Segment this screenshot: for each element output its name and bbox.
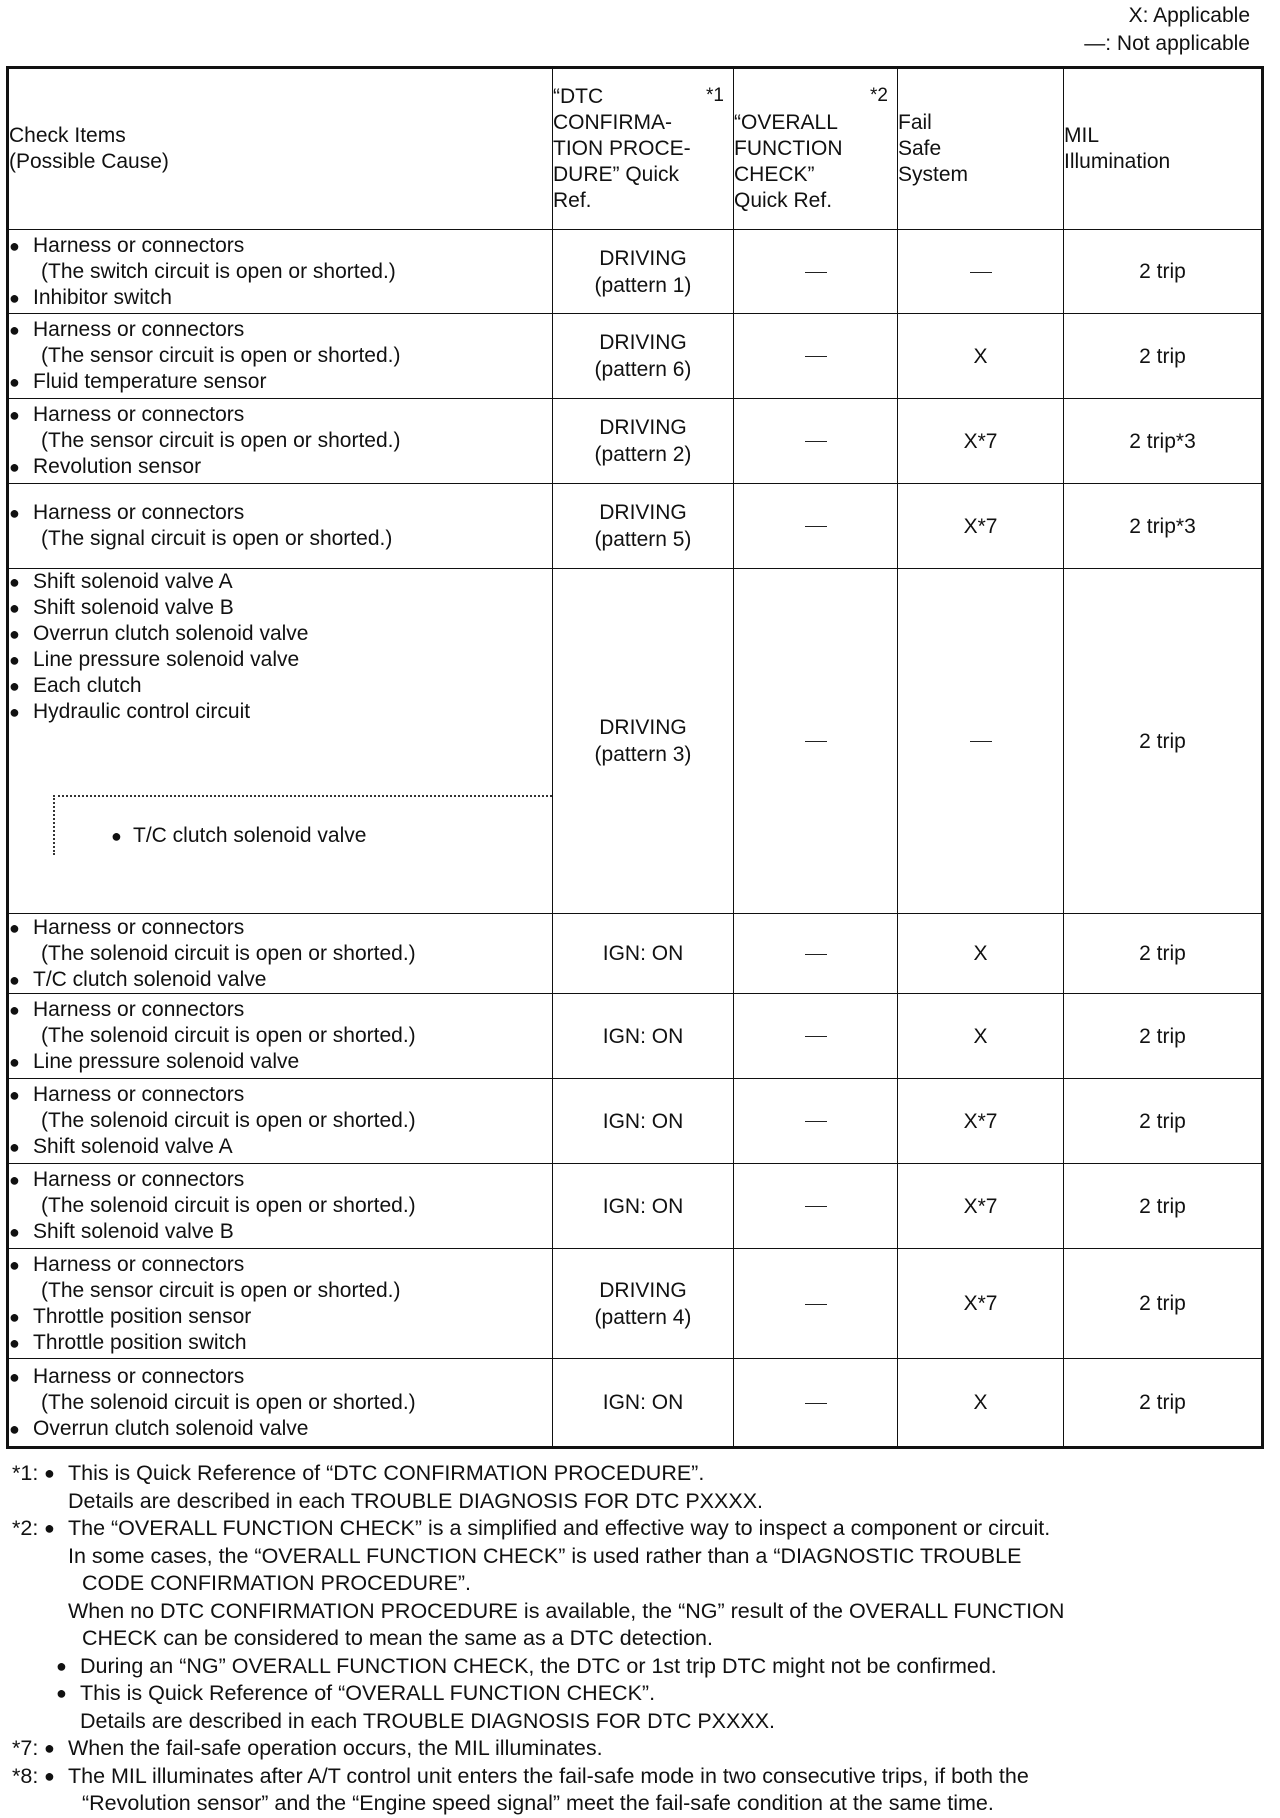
check-item — [9, 647, 552, 673]
header-line: Ref. — [553, 189, 592, 212]
legend-not-applicable: —: Not applicable — [1084, 32, 1250, 55]
check-item-detail — [9, 1278, 552, 1304]
footnote-2-bullet-2 — [12, 1653, 1270, 1681]
check-items-cell — [8, 1359, 553, 1448]
check-item-text: (The sensor circuit is open or shorted.) — [41, 429, 401, 452]
overall-function-check-cell — [734, 399, 898, 484]
not-applicable-dash — [805, 1304, 827, 1305]
cell-value: 2 trip — [1139, 1292, 1186, 1315]
footnote-label: *7: — [12, 1736, 39, 1760]
bullet-icon: ● — [44, 1518, 55, 1538]
cell-value: 2 trip — [1139, 260, 1186, 283]
header-line: TION PROCE- — [553, 137, 691, 160]
footnote-text: In some cases, the “OVERALL FUNCTION CHECK” is used rather than a “DIAGNOSTIC TROUBLE — [68, 1543, 1022, 1568]
header-check-items-line: Check Items — [9, 124, 126, 147]
check-item — [9, 500, 552, 526]
cell-value: 2 trip — [1139, 1194, 1186, 1218]
check-item-detail — [9, 1390, 552, 1416]
bullet-icon: ● — [9, 457, 20, 477]
check-item — [9, 1049, 552, 1075]
check-item-text: Harness or connectors — [33, 403, 245, 426]
dtc-procedure-text: IGN: ON — [602, 942, 684, 965]
check-item-detail — [9, 526, 552, 552]
check-item — [9, 997, 552, 1023]
header-line: Safe — [898, 137, 942, 160]
check-item-text: (The solenoid circuit is open or shorted.) — [41, 1390, 416, 1414]
bullet-icon: ● — [9, 1085, 20, 1105]
check-item — [9, 915, 552, 941]
check-item — [9, 285, 552, 311]
cell-value: X*7 — [963, 1109, 998, 1133]
check-item-text: T/C clutch solenoid valve — [33, 967, 267, 991]
check-items-cell — [8, 1249, 553, 1359]
overall-function-check-cell — [734, 484, 898, 569]
cell-value: X*7 — [963, 1292, 998, 1315]
footnotes — [12, 1460, 1270, 1818]
check-items-cell — [8, 1164, 553, 1249]
check-item-text: Shift solenoid valve B — [33, 1220, 234, 1243]
bullet-icon: ● — [9, 372, 20, 392]
header-fail-safe — [898, 68, 1064, 230]
check-item-text: Harness or connectors — [33, 233, 245, 257]
check-item — [9, 569, 552, 595]
bullet-icon: ● — [9, 1306, 20, 1327]
check-item-text: Harness or connectors — [33, 318, 245, 341]
fail-safe-cell — [898, 914, 1064, 994]
cell-value: 2 trip*3 — [1129, 514, 1196, 538]
cell-value: 2 trip*3 — [1129, 429, 1196, 453]
check-items-cell — [8, 914, 553, 994]
cell-value: 2 trip — [1139, 344, 1186, 368]
not-applicable-dash — [805, 441, 827, 442]
cell-value: 2 trip — [1139, 1391, 1186, 1414]
cell-value: 2 trip — [1139, 1109, 1186, 1133]
check-item-text: Hydraulic control circuit — [33, 700, 251, 723]
header-line: CHECK” — [734, 163, 815, 186]
bullet-icon: ● — [9, 1332, 20, 1353]
table-row — [8, 314, 1263, 399]
footnote-text: CHECK can be considered to mean the same as a DTC detection. — [82, 1626, 713, 1650]
dtc-procedure-text: (pattern 3) — [594, 743, 692, 766]
fail-safe-cell — [898, 230, 1064, 314]
check-item — [9, 1252, 552, 1278]
check-item-text: (The solenoid circuit is open or shorted.) — [41, 1109, 416, 1132]
mil-illumination-cell — [1064, 399, 1263, 484]
footnote-label: *1: — [12, 1461, 39, 1485]
bullet-icon: ● — [111, 826, 122, 846]
dtc-procedure-cell — [553, 569, 734, 914]
dtc-procedure-text: IGN: ON — [602, 1194, 684, 1218]
footnote-2 — [12, 1515, 1270, 1653]
bullet-icon: ● — [44, 1765, 55, 1786]
check-item — [9, 1082, 552, 1108]
footnote-8 — [12, 1763, 1270, 1818]
overall-function-check-cell — [734, 314, 898, 399]
bullet-icon: ● — [9, 503, 20, 523]
fail-safe-cell — [898, 1359, 1064, 1448]
check-item — [9, 1364, 552, 1390]
check-item — [9, 699, 552, 725]
bullet-icon: ● — [9, 405, 20, 425]
not-applicable-dash — [805, 526, 827, 527]
fail-safe-cell — [898, 1164, 1064, 1249]
dtc-check-table — [6, 66, 1264, 1449]
check-item-text: (The solenoid circuit is open or shorted.) — [41, 1024, 416, 1047]
check-item-text: Shift solenoid valve A — [33, 570, 233, 593]
table-row — [8, 914, 1263, 994]
check-item — [9, 673, 552, 699]
bullet-icon: ● — [9, 1366, 20, 1387]
bullet-icon: ● — [44, 1463, 55, 1483]
bullet-icon: ● — [9, 969, 20, 990]
header-check-items-line: (Possible Cause) — [9, 150, 169, 173]
overall-function-check-cell — [734, 994, 898, 1079]
bullet-icon: ● — [9, 1052, 20, 1072]
cell-value: X*7 — [963, 1194, 998, 1218]
check-item-text: Inhibitor switch — [33, 285, 172, 309]
bullet-icon: ● — [9, 235, 20, 256]
overall-function-check-cell — [734, 914, 898, 994]
bullet-icon: ● — [9, 650, 20, 670]
check-item — [9, 1167, 552, 1193]
fail-safe-cell — [898, 484, 1064, 569]
cell-value: 2 trip — [1139, 942, 1186, 965]
overall-function-check-cell — [734, 1249, 898, 1359]
header-line: CONFIRMA- — [553, 111, 672, 134]
check-item — [9, 621, 552, 647]
dtc-procedure-text: (pattern 5) — [594, 528, 692, 551]
check-item-text: (The sensor circuit is open or shorted.) — [41, 1278, 401, 1302]
bullet-icon: ● — [9, 1137, 20, 1157]
fail-safe-cell — [898, 314, 1064, 399]
check-item-text: (The solenoid circuit is open or shorted.) — [41, 941, 416, 965]
check-item-text: Harness or connectors — [33, 1252, 245, 1276]
dtc-procedure-cell — [553, 484, 734, 569]
footnote-text: When the fail-safe operation occurs, the MIL illuminates. — [68, 1736, 603, 1760]
check-item-text: Overrun clutch solenoid valve — [33, 1416, 309, 1440]
check-items-cell — [8, 230, 553, 314]
check-item-text: Throttle position switch — [33, 1330, 247, 1354]
check-item-text: Harness or connectors — [33, 501, 245, 524]
not-applicable-dash — [970, 741, 992, 742]
header-check-items — [8, 68, 553, 230]
check-item-text: T/C clutch solenoid valve — [133, 824, 367, 847]
overall-function-check-cell — [734, 1359, 898, 1448]
footnote-text: The “OVERALL FUNCTION CHECK” is a simplified and effective way to inspect a component or circuit. — [68, 1516, 1051, 1540]
not-applicable-dash — [970, 272, 992, 273]
mil-illumination-cell — [1064, 1249, 1263, 1359]
mil-illumination-cell — [1064, 994, 1263, 1079]
dtc-procedure-cell — [553, 994, 734, 1079]
check-item-text: (The solenoid circuit is open or shorted.) — [41, 1194, 416, 1217]
bullet-icon: ● — [44, 1738, 55, 1758]
mil-illumination-cell — [1064, 1079, 1263, 1164]
footnote-2-bullet-3 — [12, 1680, 1270, 1735]
dtc-procedure-text: IGN: ON — [602, 1391, 684, 1414]
overall-function-check-cell — [734, 1079, 898, 1164]
check-items-cell — [8, 1079, 553, 1164]
footnote-text: When no DTC CONFIRMATION PROCEDURE is available, the “NG” result of the OVERALL FUNCTION — [68, 1598, 1065, 1623]
header-line: “DTC — [553, 85, 604, 108]
header-line: Fail — [898, 111, 932, 134]
mil-illumination-cell — [1064, 1359, 1263, 1448]
check-item-detail — [9, 1193, 552, 1219]
not-applicable-dash — [805, 1121, 827, 1122]
check-item-text: Line pressure solenoid valve — [33, 648, 300, 671]
check-item-text: Harness or connectors — [33, 1168, 245, 1191]
check-item — [9, 317, 552, 343]
header-line: Quick Ref. — [734, 189, 833, 212]
check-item-text: (The signal circuit is open or shorted.) — [41, 527, 393, 550]
check-item-text: Harness or connectors — [33, 915, 245, 939]
check-item — [9, 1219, 552, 1245]
header-line: DURE” Quick — [553, 163, 680, 186]
table-row — [8, 1359, 1263, 1448]
check-item-detail — [9, 259, 552, 285]
check-item-text: Fluid temperature sensor — [33, 370, 267, 393]
bullet-icon: ● — [9, 320, 20, 340]
not-applicable-dash — [805, 272, 827, 273]
check-item — [9, 1304, 552, 1330]
check-item — [9, 369, 552, 395]
footnote-1 — [12, 1460, 1270, 1515]
footnote-label: *2: — [12, 1516, 39, 1540]
dtc-procedure-text: DRIVING — [599, 1278, 687, 1302]
bullet-icon: ● — [9, 676, 20, 696]
check-item — [9, 595, 552, 621]
table-row — [8, 1164, 1263, 1249]
check-item-text: Harness or connectors — [33, 1364, 245, 1388]
mil-illumination-cell — [1064, 569, 1263, 914]
mil-illumination-cell — [1064, 1164, 1263, 1249]
check-item — [9, 1416, 552, 1442]
not-applicable-dash — [805, 1403, 827, 1404]
dtc-procedure-text: (pattern 2) — [594, 443, 692, 466]
mil-illumination-cell — [1064, 314, 1263, 399]
cell-value: X — [973, 344, 988, 368]
check-item-text: Shift solenoid valve A — [33, 1135, 233, 1158]
header-line: “OVERALL — [734, 111, 838, 134]
check-item-text: Each clutch — [33, 674, 142, 697]
footnote-7 — [12, 1735, 1270, 1763]
fail-safe-cell — [898, 1079, 1064, 1164]
fail-safe-cell — [898, 994, 1064, 1079]
dtc-procedure-cell — [553, 314, 734, 399]
check-item-text: Harness or connectors — [33, 998, 245, 1021]
check-items-cell — [8, 994, 553, 1079]
dtc-procedure-cell — [553, 1079, 734, 1164]
legend-applicable: X: Applicable — [1128, 4, 1250, 27]
header-line: MIL — [1064, 124, 1100, 147]
check-item — [9, 402, 552, 428]
cell-value: X — [973, 1024, 988, 1048]
bullet-icon: ● — [9, 1222, 20, 1242]
cell-value: X*7 — [963, 514, 998, 538]
overall-function-check-cell — [734, 569, 898, 914]
check-item-detail — [9, 343, 552, 369]
check-item-text: Revolution sensor — [33, 455, 202, 478]
check-item-text: (The sensor circuit is open or shorted.) — [41, 344, 401, 367]
dtc-procedure-text: (pattern 4) — [594, 1305, 692, 1329]
mil-illumination-cell — [1064, 914, 1263, 994]
not-applicable-dash — [805, 1206, 827, 1207]
check-item — [9, 233, 552, 259]
mil-illumination-cell — [1064, 484, 1263, 569]
check-item-text: (The switch circuit is open or shorted.) — [41, 259, 396, 283]
check-item-text: Overrun clutch solenoid valve — [33, 622, 309, 645]
cell-value: 2 trip — [1139, 729, 1186, 753]
bullet-icon: ● — [9, 1000, 20, 1020]
check-item-text: Shift solenoid valve B — [33, 596, 234, 619]
dtc-procedure-text: DRIVING — [599, 246, 687, 270]
bullet-icon: ● — [56, 1655, 67, 1676]
check-items-cell — [8, 484, 553, 569]
check-item — [9, 454, 552, 480]
check-item-detail — [9, 428, 552, 454]
dtc-procedure-cell — [553, 1359, 734, 1448]
table-row — [8, 994, 1263, 1079]
not-applicable-dash — [805, 954, 827, 955]
dtc-procedure-cell — [553, 230, 734, 314]
header-line: FUNCTION — [734, 137, 843, 160]
table-row — [8, 399, 1263, 484]
check-item-detail — [9, 1023, 552, 1049]
mil-illumination-cell — [1064, 230, 1263, 314]
dtc-procedure-text: DRIVING — [599, 416, 687, 439]
dtc-procedure-cell — [553, 1164, 734, 1249]
dtc-procedure-text: DRIVING — [599, 331, 687, 354]
footnote-text: The MIL illuminates after A/T control unit enters the fail-safe mode in two consecutive trips, if both the — [68, 1763, 1029, 1788]
bullet-icon: ● — [9, 702, 20, 722]
bullet-icon: ● — [9, 624, 20, 644]
dtc-procedure-text: (pattern 6) — [594, 358, 692, 381]
table-row — [8, 1249, 1263, 1359]
table-row — [8, 230, 1263, 314]
bullet-icon: ● — [9, 287, 20, 308]
fail-safe-cell — [898, 399, 1064, 484]
header-line: Illumination — [1064, 150, 1171, 173]
header-line: System — [898, 163, 969, 186]
check-item-text: Harness or connectors — [33, 1083, 245, 1106]
footnote-text: Details are described in each TROUBLE DIAGNOSIS FOR DTC PXXXX. — [80, 1708, 776, 1733]
check-items-cell — [8, 314, 553, 399]
bullet-icon: ● — [9, 917, 20, 938]
footnote-ref: *1 — [706, 85, 724, 106]
table-row — [8, 1079, 1263, 1164]
cell-value: X — [973, 1391, 988, 1414]
dotted-subgroup — [53, 795, 552, 855]
check-item-text: Line pressure solenoid valve — [33, 1050, 300, 1073]
legend — [1084, 2, 1250, 58]
bullet-icon: ● — [56, 1683, 67, 1703]
dtc-procedure-text: (pattern 1) — [594, 273, 692, 297]
not-applicable-dash — [805, 356, 827, 357]
fail-safe-cell — [898, 1249, 1064, 1359]
check-item-text: Throttle position sensor — [33, 1304, 252, 1328]
header-mil-illumination — [1064, 68, 1263, 230]
check-item — [9, 1330, 552, 1356]
bullet-icon: ● — [9, 572, 20, 592]
footnote-text: “Revolution sensor” and the “Engine speed signal” meet the fail-safe condition at the same time. — [82, 1791, 994, 1815]
check-items-cell — [8, 399, 553, 484]
dtc-procedure-text: DRIVING — [599, 501, 687, 524]
header-dtc-confirmation — [553, 68, 734, 230]
bullet-icon: ● — [9, 1418, 20, 1439]
overall-function-check-cell — [734, 1164, 898, 1249]
check-item-detail — [9, 941, 552, 967]
footnote-ref: *2 — [870, 85, 888, 106]
footnote-text: Details are described in each TROUBLE DIAGNOSIS FOR DTC PXXXX. — [68, 1488, 764, 1513]
cell-value: X*7 — [963, 429, 998, 453]
bullet-icon: ● — [9, 598, 20, 618]
dtc-procedure-text: IGN: ON — [602, 1109, 684, 1133]
bullet-icon: ● — [9, 1254, 20, 1275]
cell-value: 2 trip — [1139, 1024, 1186, 1048]
check-item — [9, 1134, 552, 1160]
dtc-procedure-cell — [553, 1249, 734, 1359]
footnote-text: This is Quick Reference of “OVERALL FUNCTION CHECK”. — [80, 1681, 656, 1705]
footnote-label: *8: — [12, 1763, 39, 1788]
overall-function-check-cell — [734, 230, 898, 314]
dtc-procedure-cell — [553, 914, 734, 994]
fail-safe-cell — [898, 569, 1064, 914]
header-overall-function-check — [734, 68, 898, 230]
footnote-text: This is Quick Reference of “DTC CONFIRMATION PROCEDURE”. — [68, 1461, 705, 1485]
dtc-procedure-text: DRIVING — [599, 716, 687, 739]
check-item — [9, 967, 552, 993]
footnote-text: CODE CONFIRMATION PROCEDURE”. — [82, 1571, 471, 1595]
table-header-row — [8, 68, 1263, 230]
check-items-cell — [8, 569, 553, 914]
footnote-text: During an “NG” OVERALL FUNCTION CHECK, the DTC or 1st trip DTC might not be confirmed. — [80, 1653, 997, 1678]
dtc-procedure-cell — [553, 399, 734, 484]
dtc-procedure-text: IGN: ON — [602, 1024, 684, 1048]
not-applicable-dash — [805, 741, 827, 742]
not-applicable-dash — [805, 1036, 827, 1037]
cell-value: X — [973, 942, 988, 965]
table-row — [8, 484, 1263, 569]
table-row — [8, 569, 1263, 914]
check-item-detail — [9, 1108, 552, 1134]
bullet-icon: ● — [9, 1170, 20, 1190]
